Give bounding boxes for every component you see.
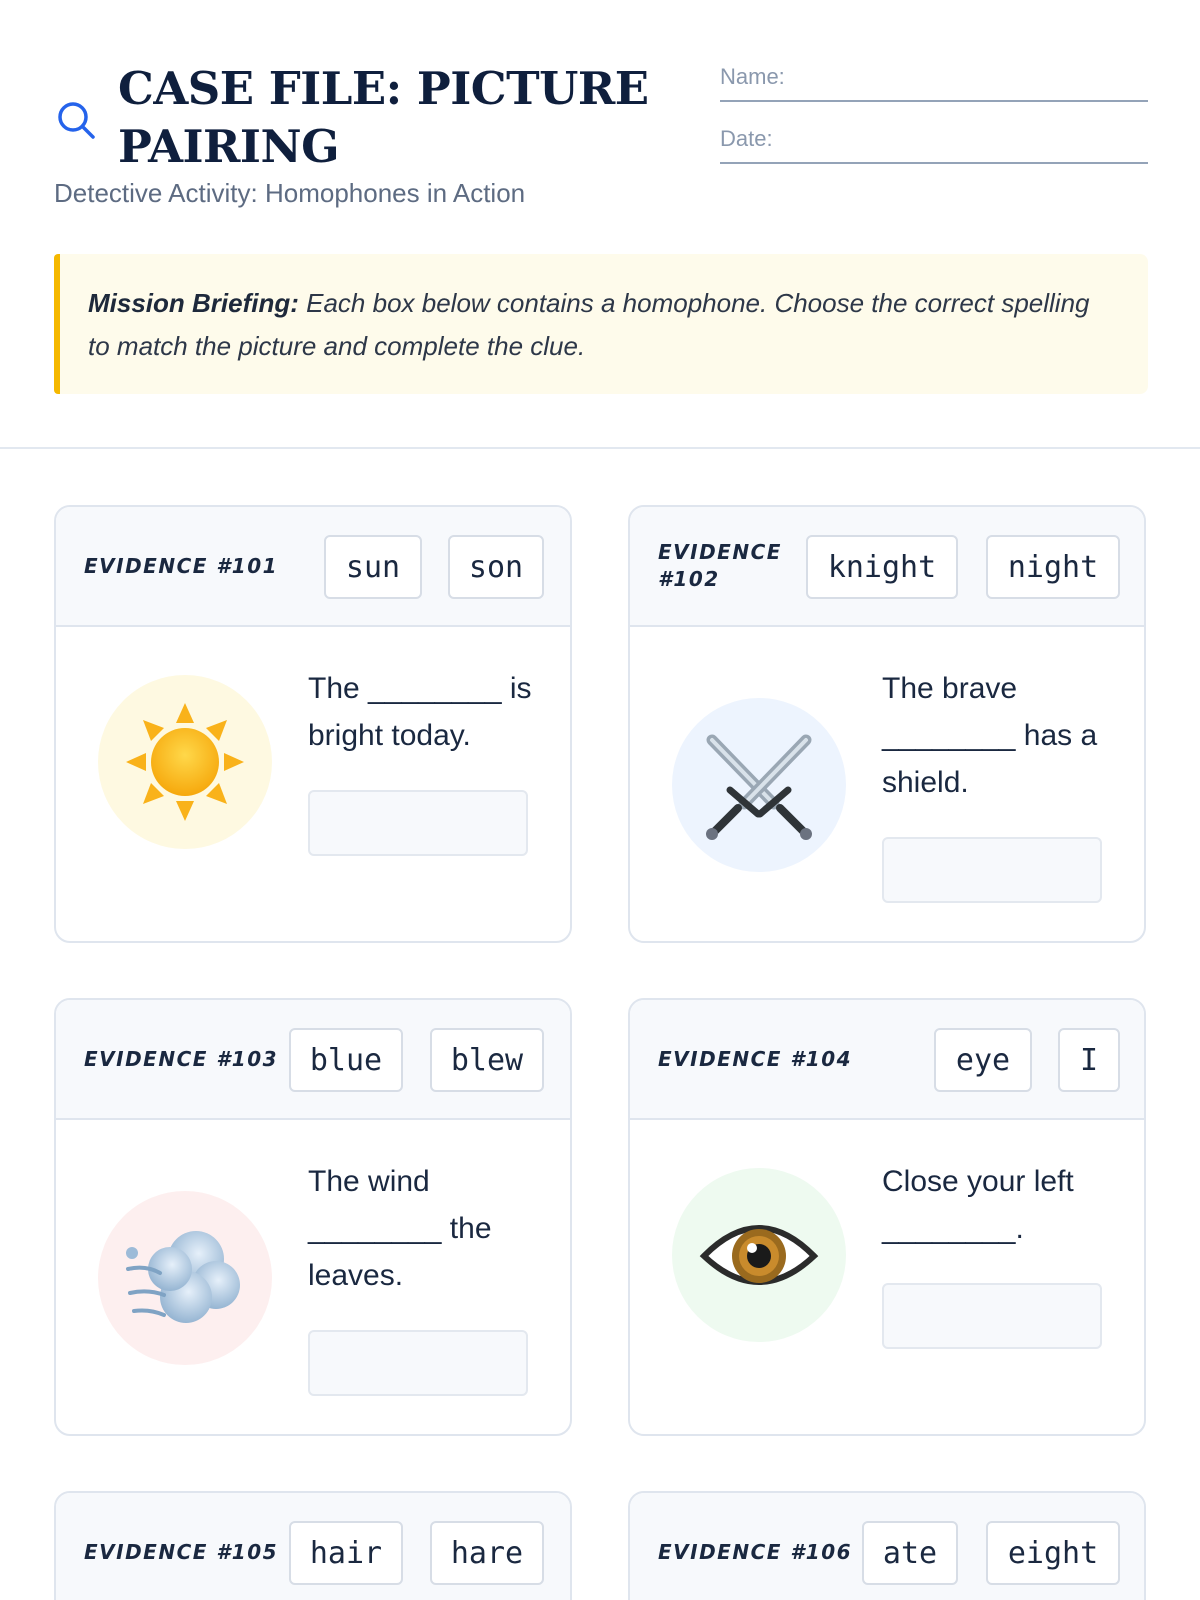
card-header (56, 1493, 570, 1600)
clue-text: The brave ________ has a shield. (882, 672, 1098, 799)
answer-box[interactable] (882, 837, 1102, 903)
sun-icon (120, 697, 250, 827)
evidence-card (628, 505, 1146, 943)
page-title: CASE FILE: PICTURE PAIRING (118, 62, 649, 173)
evidence-card (54, 1491, 572, 1600)
word-choice-chip[interactable]: blew (430, 1028, 544, 1092)
word-choice-chip[interactable]: eye (934, 1028, 1032, 1092)
student-info-fields (720, 52, 1148, 176)
picture-circle (672, 1168, 846, 1342)
answer-box[interactable] (882, 1283, 1102, 1349)
evidence-label: EVIDENCE #102 (658, 540, 782, 591)
worksheet-header (54, 52, 1148, 212)
word-choice-chip[interactable]: hare (430, 1521, 544, 1585)
section-divider (0, 447, 1200, 449)
briefing-label: Mission Briefing: (88, 288, 299, 318)
mission-briefing (54, 254, 1148, 394)
evidence-label: EVIDENCE #104 (658, 1047, 853, 1071)
clue-text: Close your left ________. (882, 1165, 1074, 1245)
evidence-label: EVIDENCE #101 (84, 554, 279, 578)
picture-circle (672, 698, 846, 872)
word-choice-chip[interactable]: ate (862, 1521, 958, 1585)
evidence-card (628, 998, 1146, 1436)
date-label: Date: (720, 126, 773, 151)
word-choice-chip[interactable]: sun (324, 535, 422, 599)
briefing-text: Each box below contains a homophone. Choose the correct spelling to match the picture and complete the clue. (88, 288, 1090, 361)
card-header (56, 1000, 570, 1120)
answer-box[interactable] (308, 1330, 528, 1396)
card-header (630, 1000, 1144, 1120)
eye-icon (694, 1190, 824, 1320)
answer-box[interactable] (308, 790, 528, 856)
magnifying-glass-icon (56, 100, 96, 140)
word-choice-chip[interactable]: son (448, 535, 544, 599)
evidence-label: EVIDENCE #106 (658, 1540, 853, 1564)
card-header (56, 507, 570, 627)
evidence-card (54, 998, 572, 1436)
picture-circle (98, 675, 272, 849)
word-choice-chip[interactable]: hair (289, 1521, 403, 1585)
card-header (630, 1493, 1144, 1600)
wind-face-icon (120, 1213, 250, 1343)
word-choice-chip[interactable]: I (1058, 1028, 1120, 1092)
evidence-label: EVIDENCE #103 (84, 1047, 279, 1071)
name-label: Name: (720, 64, 785, 89)
word-choice-chip[interactable]: knight (806, 535, 958, 599)
evidence-card (54, 505, 572, 943)
date-field[interactable] (720, 114, 1148, 164)
picture-circle (98, 1191, 272, 1365)
evidence-label: EVIDENCE #105 (84, 1540, 279, 1564)
word-choice-chip[interactable]: blue (289, 1028, 403, 1092)
evidence-card (628, 1491, 1146, 1600)
name-field[interactable] (720, 52, 1148, 102)
clue-text: The wind ________ the leaves. (308, 1165, 492, 1292)
word-choice-chip[interactable]: night (986, 535, 1120, 599)
page-subtitle: Detective Activity: Homophones in Action (54, 178, 526, 208)
card-header (630, 507, 1144, 627)
crossed-swords-icon (694, 720, 824, 850)
word-choice-chip[interactable]: eight (986, 1521, 1120, 1585)
clue-text: The ________ is bright today. (308, 672, 532, 752)
